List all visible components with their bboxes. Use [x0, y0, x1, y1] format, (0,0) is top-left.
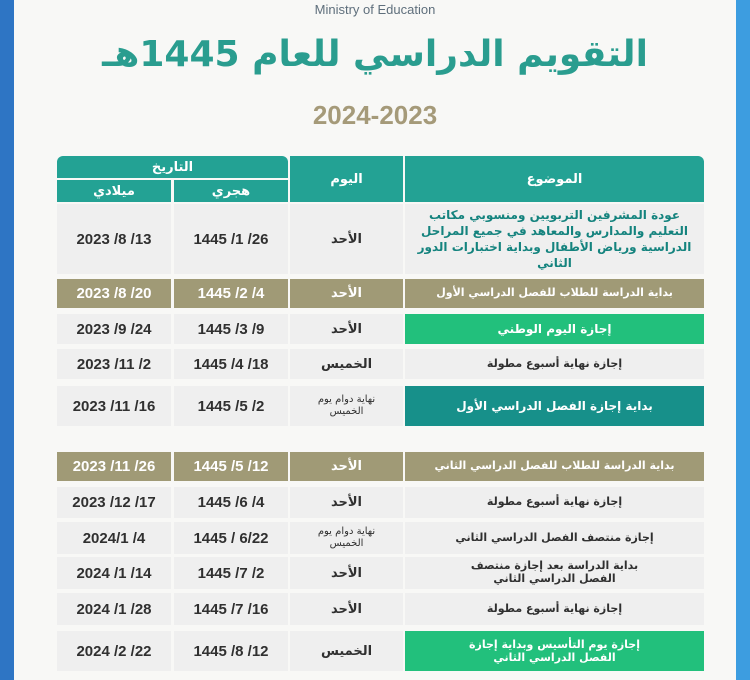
day-header: اليوم — [290, 156, 403, 202]
event-subject: إجازة منتصف الفصل الدراسي الثاني — [405, 522, 704, 554]
ministry-label: Ministry of Education — [314, 2, 436, 17]
gregorian-date: 2023 /8 /13 — [57, 204, 171, 274]
day-name: نهاية دوام يوم الخميس — [290, 522, 403, 554]
event-subject: إجازة نهاية أسبوع مطولة — [405, 349, 704, 379]
gregorian-date: 2023 /11 /26 — [57, 452, 171, 481]
event-subject: عودة المشرفين التربويين ومنسوبي مكاتب التعليم والمدارس والمعاهد في جميع المراحل الدراسية ورياض الأطفال وبداية اختبارات الدور الثاني — [405, 204, 704, 274]
event-subject: إجازة اليوم الوطني — [405, 314, 704, 344]
gregorian-date: 2023 /9 /24 — [57, 314, 171, 344]
hijri-date: 1445 /8 /12 — [174, 631, 288, 671]
hijri-date: 1445 /1 /26 — [174, 204, 288, 274]
event-subject: إجازة نهاية أسبوع مطولة — [405, 487, 704, 518]
day-name: الأحد — [290, 314, 403, 344]
gregorian-header: ميلادي — [57, 180, 171, 202]
hijri-date: 1445 /6 /4 — [174, 487, 288, 518]
day-name: الأحد — [290, 279, 403, 308]
gregorian-date: 2024/1 /4 — [57, 522, 171, 554]
day-name: الأحد — [290, 452, 403, 481]
academic-year: 2024-2023 — [312, 100, 438, 130]
subject-header: الموضوع — [405, 156, 704, 202]
event-subject: بداية الدراسة للطلاب للفصل الدراسي الأول — [405, 279, 704, 308]
event-subject: بداية الدراسة بعد إجازة منتصف الفصل الدراسي الثاني — [405, 557, 704, 589]
hijri-date: 1445 /2 /4 — [174, 279, 288, 308]
day-name: الخميس — [290, 631, 403, 671]
hijri-date: 1445 /7 /16 — [174, 593, 288, 625]
day-name: الأحد — [290, 204, 403, 274]
day-name: الأحد — [290, 593, 403, 625]
gregorian-date: 2024 /1 /28 — [57, 593, 171, 625]
gregorian-date: 2024 /2 /22 — [57, 631, 171, 671]
event-subject: إجازة يوم التأسيس وبداية إجازة الفصل الدراسي الثاني — [405, 631, 704, 671]
gregorian-date: 2023 /8 /20 — [57, 279, 171, 308]
day-name: الأحد — [290, 487, 403, 518]
hijri-date: 1445 /5 /2 — [174, 386, 288, 426]
hijri-date: 1445 / 6/22 — [174, 522, 288, 554]
hijri-date: 1445 /4 /18 — [174, 349, 288, 379]
date-header: التاريخ — [57, 156, 288, 178]
hijri-date: 1445 /7 /2 — [174, 557, 288, 589]
gregorian-date: 2024 /1 /14 — [57, 557, 171, 589]
event-subject: إجازة نهاية أسبوع مطولة — [405, 593, 704, 625]
hijri-date: 1445 /3 /9 — [174, 314, 288, 344]
event-subject: بداية الدراسة للطلاب للفصل الدراسي الثاني — [405, 452, 704, 481]
page-title: التقويم الدراسي للعام 1445هـ — [102, 34, 648, 75]
day-name: الخميس — [290, 349, 403, 379]
event-subject: بداية إجازة الفصل الدراسي الأول — [405, 386, 704, 426]
gregorian-date: 2023 /11 /2 — [57, 349, 171, 379]
hijri-date: 1445 /5 /12 — [174, 452, 288, 481]
day-name: نهاية دوام يوم الخميس — [290, 386, 403, 426]
gregorian-date: 2023 /11 /16 — [57, 386, 171, 426]
hijri-header: هجري — [174, 180, 288, 202]
day-name: الأحد — [290, 557, 403, 589]
gregorian-date: 2023 /12 /17 — [57, 487, 171, 518]
